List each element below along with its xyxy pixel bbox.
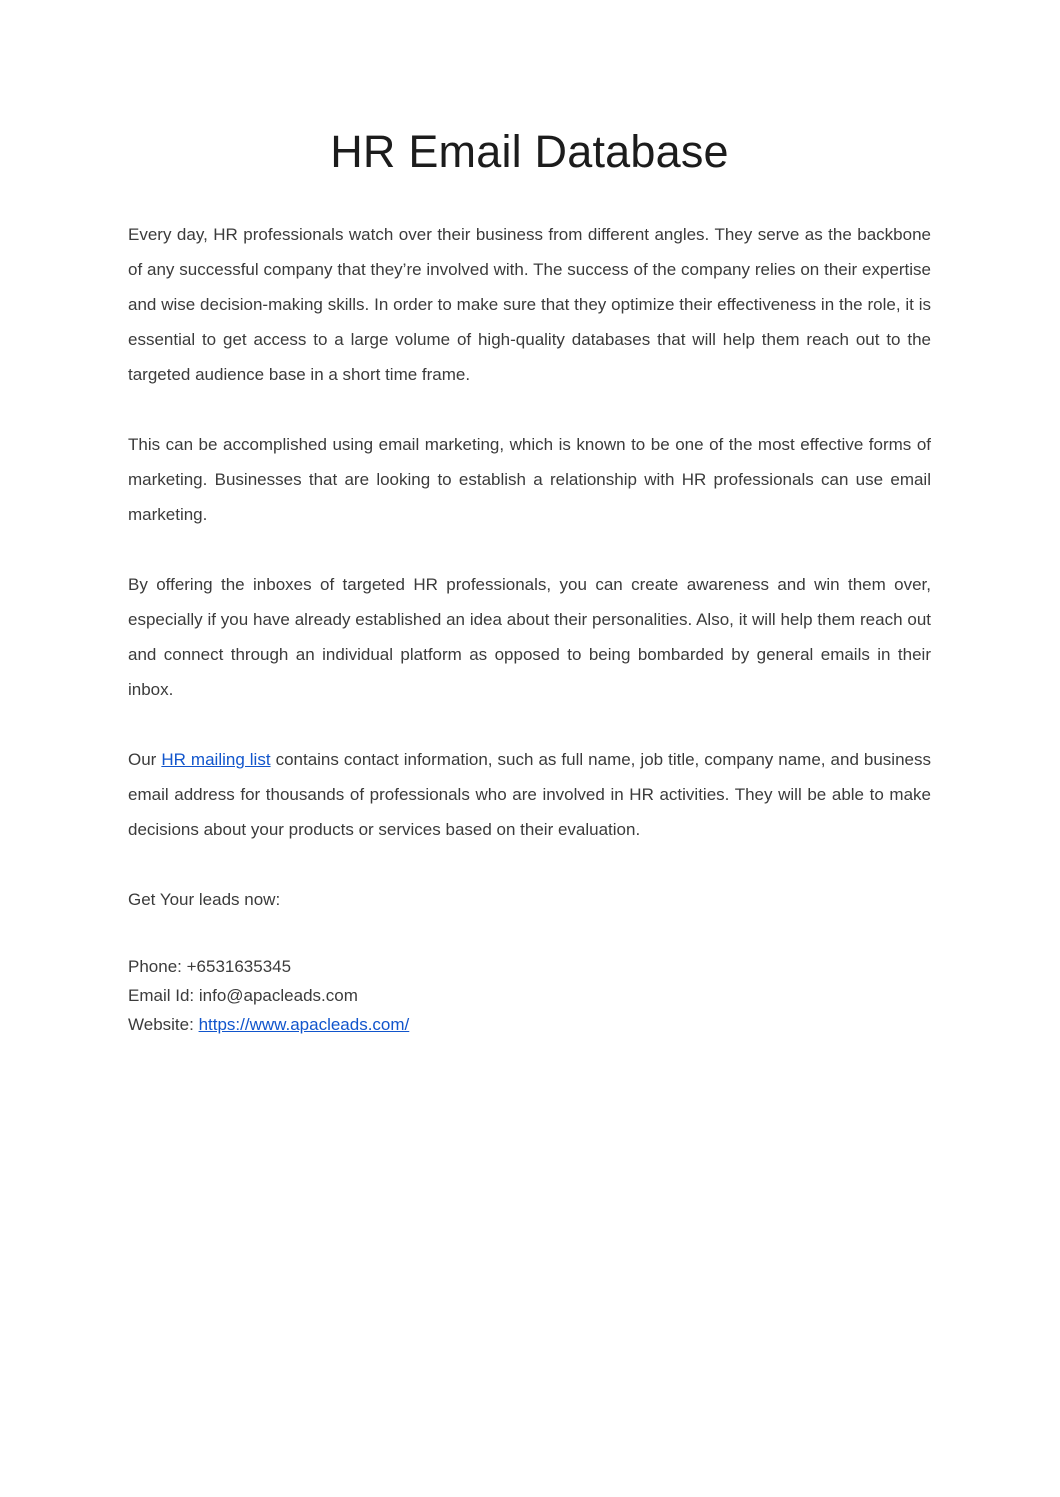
- website-label: Website:: [128, 1015, 199, 1034]
- paragraph-email-marketing: This can be accomplished using email marketing, which is known to be one of the most effective forms of marketing. Businesses that are looking to establish a relationship with HR professionals can use email marketing.: [128, 435, 931, 524]
- paragraph-mailing-list: [128, 742, 931, 847]
- contact-block: [128, 952, 931, 1039]
- page-title: HR Email Database: [330, 126, 729, 177]
- cta-text: Get Your leads now:: [128, 890, 281, 909]
- mailing-paragraph-after-link: contains contact information, such as full name, job title, company name, and business email address for thousands of professionals who are involved in HR activities. They will be able to make decisions about your products or services based on their evaluation.: [128, 750, 931, 839]
- email-line: [128, 981, 931, 1010]
- hr-mailing-list-link[interactable]: HR mailing list: [161, 750, 271, 769]
- phone-label: Phone:: [128, 957, 187, 976]
- email-value: info@apacleads.com: [198, 986, 358, 1005]
- phone-line: [128, 952, 931, 981]
- website-line: [128, 1010, 931, 1039]
- mailing-paragraph-before-link: Our: [128, 750, 162, 769]
- paragraph-inboxes: By offering the inboxes of targeted HR professionals, you can create awareness and win them over, especially if you have already established an idea about their personalities. Also, it will help them reach out and connect through an individual platform as opposed to being bombarded by general emails in their inbox.: [128, 575, 931, 699]
- phone-value: +6531635345: [186, 957, 292, 976]
- paragraph-intro: Every day, HR professionals watch over their business from different angles. They serve as the backbone of any successful company that they’re involved with. The success of the company relies on their expertise and wise decision-making skills. In order to make sure that they optimize their effectiveness in the role, it is essential to get access to a large volume of high-quality databases that will help them reach out to the targeted audience base in a short time frame.: [128, 225, 931, 384]
- email-label: Email Id:: [128, 986, 199, 1005]
- website-link[interactable]: https://www.apacleads.com/: [198, 1015, 410, 1034]
